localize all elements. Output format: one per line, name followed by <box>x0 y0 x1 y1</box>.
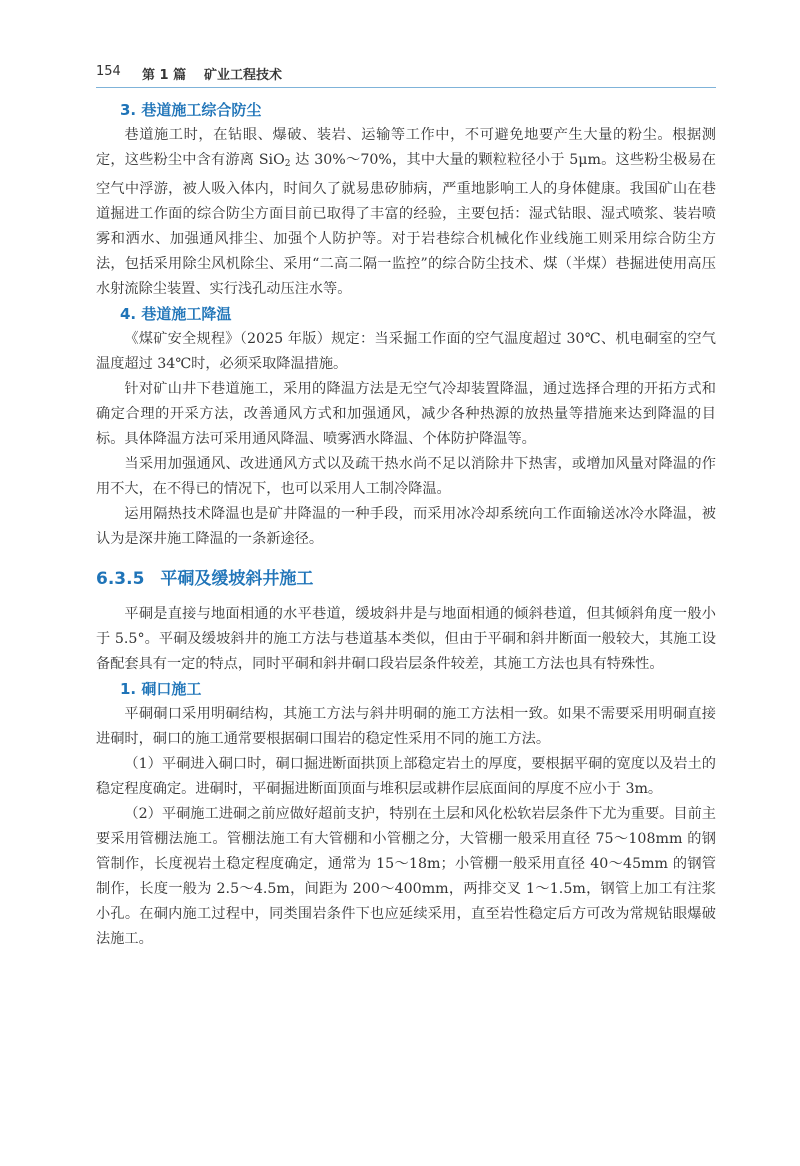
subscript: 2 <box>284 159 291 169</box>
text-run: 达 30%～70%，其中大量的颗粒粒径小于 5μm。这些粉尘极易在空气中浮游，被人吸入体内，时间久了就易患矽肺病，严重地影响工人的身体健康。我国矿山在巷道掘进工作面的综合防尘方面目前已取得了丰富的经验，主要包括：湿式钻眼、湿式喷浆、装岩喷雾和洒水、加强通风排尘、加强个人防护等。对于岩巷综合机械化作业线施工则采用综合防尘方法，包括采用除尘风机除尘、采用“二高二隔一监控”的综合防尘技术、煤（半煤）巷掘进使用高压水射流除尘装置、实行浅孔动压注水等。 <box>96 152 716 297</box>
header-divider <box>96 87 716 88</box>
page-number: 154 <box>96 64 121 79</box>
section-number: 6.3.5 <box>96 569 145 589</box>
paragraph-dust-control <box>96 123 716 302</box>
section-heading-adit <box>96 564 716 594</box>
paragraph-insulation-cooling: 运用隔热技术降温也是矿井降温的一种手段，而采用冰冷却系统向工作面输送冰冷水降温，被认为是深井施工降温的一条新途径。 <box>96 506 716 547</box>
paragraph-artificial-cooling: 当采用加强通风、改进通风方式以及疏干热水尚不足以消除井下热害，或增加风量对降温的作用不大，在不得已的情况下，也可以采用人工制冷降温。 <box>96 456 716 497</box>
paragraph-cooling-methods: 针对矿山井下巷道施工，采用的降温方法是无空气冷却装置降温，通过选择合理的开拓方式和确定合理的开采方法，改善通风方式和加强通风，减少各种热源的放热量等措施来达到降温的目标。具体降温方法可采用通风降温、喷雾洒水降温、个体防护降温等。 <box>96 381 716 447</box>
text-run: 巷道施工时，在钻眼、爆破、装岩、运输等工作中，不可避免地要产生大量的粉尘。根据测定，这些粉尘中含有游离 SiO <box>96 127 716 168</box>
paragraph-cooling-regulation: 《煤矿安全规程》（2025 年版）规定：当采掘工作面的空气温度超过 30℃、机电硐室的空气温度超过 34℃时，必须采取降温措施。 <box>96 331 716 372</box>
page-header <box>96 64 716 84</box>
page-body <box>96 98 716 952</box>
heading-cooling: 4. 巷道施工降温 <box>120 305 232 323</box>
chapter-title: 矿业工程技术 <box>204 68 283 83</box>
paragraph-portal-item-2: （2）平硐施工进硐之前应做好超前支护，特别在土层和风化松软岩层条件下尤为重要。目前主要采用管棚法施工。管棚法施工有大管棚和小管棚之分，大管棚一般采用直径 75～108mm 的钢管制作，长度视岩土稳定程度确定，通常为 15～18m；小管棚一般采用直径 40～45mm 的钢管制作，长度一般为 2.5～4.5m，间距为 200～400mm，两排交叉 1～1.5m，钢管上加工有注浆小孔。在硐内施工过程中，同类围岩条件下也应延续采用，直至岩性稳定后方可改为常规钻眼爆破法施工。 <box>96 806 716 947</box>
heading-portal: 1. 硐口施工 <box>120 680 202 698</box>
part-label: 第 1 篇 <box>142 68 187 83</box>
heading-dust-control: 3. 巷道施工综合防尘 <box>120 101 262 119</box>
paragraph-portal-intro: 平硐硐口采用明硐结构，其施工方法与斜井明硐的施工方法相一致。如果不需要采用明硐直接进硐时，硐口的施工通常要根据硐口围岩的稳定性采用不同的施工方法。 <box>96 706 716 747</box>
paragraph-portal-item-1: （1）平硐进入硐口时，硐口掘进断面拱顶上部稳定岩土的厚度，要根据平硐的宽度以及岩土的稳定程度确定。进硐时，平硐掘进断面顶面与堆积层或耕作层底面间的厚度不应小于 3m。 <box>96 756 716 797</box>
section-title: 平硐及缓坡斜井施工 <box>160 569 314 589</box>
paragraph-adit-intro: 平硐是直接与地面相通的水平巷道，缓坡斜井是与地面相通的倾斜巷道，但其倾斜角度一般小于 5.5°。平硐及缓坡斜井的施工方法与巷道基本类似，但由于平硐和斜井断面一般较大，其施工设备配套具有一定的特点，同时平硐和斜井硐口段岩层条件较差，其施工方法也具有特殊性。 <box>96 606 716 672</box>
